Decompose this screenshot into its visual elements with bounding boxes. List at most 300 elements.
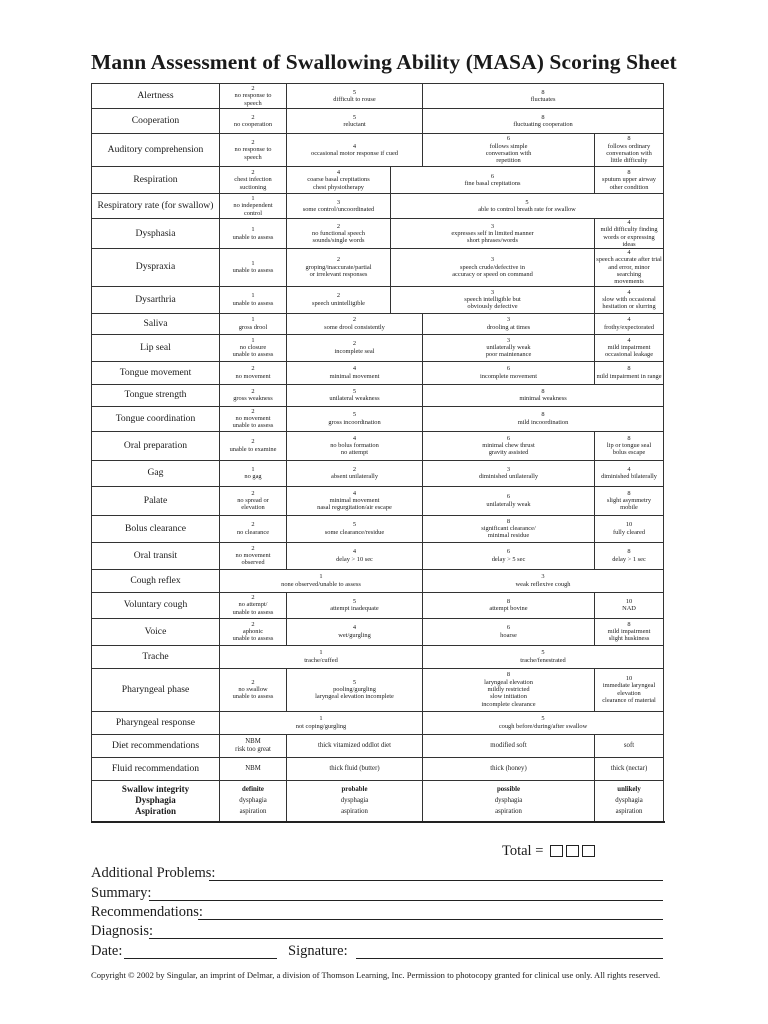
score-option[interactable] <box>391 249 595 286</box>
score-description: hesitation or slurring <box>602 303 656 311</box>
score-description: no movement <box>235 372 271 380</box>
score-option[interactable] <box>287 334 423 361</box>
score-description: conversation with <box>606 150 652 157</box>
row-auditory-comprehension <box>92 134 664 167</box>
score-value: 5 <box>525 198 529 206</box>
score-value: 3 <box>506 316 511 324</box>
row-palate <box>92 486 664 515</box>
score-option[interactable] <box>423 134 595 167</box>
score-description: unilateral weakness <box>329 395 380 403</box>
score-description: mild impairment in range <box>596 372 662 380</box>
score-option[interactable] <box>287 757 423 780</box>
score-value: 2 <box>251 620 255 628</box>
score-value: 6 <box>506 548 511 556</box>
criterion-label: Dysphasia <box>92 219 220 249</box>
score-option[interactable] <box>391 286 595 313</box>
score-description: significant clearance/ <box>481 524 536 532</box>
score-value: 8 <box>627 548 631 556</box>
score-option[interactable] <box>423 460 595 486</box>
score-value: 3 <box>506 465 511 473</box>
score-option[interactable] <box>595 361 664 384</box>
score-value: 3 <box>490 288 495 296</box>
score-value: 1 <box>251 292 255 300</box>
score-value: 1 <box>319 573 323 581</box>
score-description: chest physiotherapy <box>313 183 364 191</box>
score-value: 1 <box>251 316 255 324</box>
score-option[interactable] <box>220 734 287 757</box>
score-value: 2 <box>251 489 255 497</box>
row-voluntary-cough <box>92 592 664 618</box>
score-value: 8 <box>627 169 631 177</box>
score-value: 4 <box>627 336 631 344</box>
score-description: speech intelligible but <box>464 296 521 304</box>
score-option[interactable] <box>595 757 664 780</box>
score-description: NBM <box>245 737 261 745</box>
score-description: no closure <box>239 344 267 352</box>
score-option[interactable] <box>287 361 423 384</box>
score-option[interactable] <box>595 286 664 313</box>
score-description: aphonic <box>242 627 264 635</box>
score-description: minimal residue <box>487 532 530 540</box>
score-option[interactable] <box>220 384 287 406</box>
criterion-label: Dysarthria <box>92 286 220 313</box>
score-option[interactable] <box>423 711 664 734</box>
score-value: 8 <box>627 365 631 373</box>
criterion-label: Fluid recommendation <box>92 757 220 780</box>
score-option[interactable] <box>423 618 595 645</box>
score-description: follows simple <box>489 142 528 150</box>
score-value: 10 <box>625 597 633 605</box>
score-description: mild difficulty finding <box>600 226 658 234</box>
score-description: speech <box>244 99 262 107</box>
score-description: conversation with <box>485 150 532 157</box>
score-description: slight asymmetry <box>606 496 652 504</box>
score-value: 4 <box>627 288 631 296</box>
total-box-2[interactable] <box>566 845 579 857</box>
integrity-option[interactable] <box>287 780 423 822</box>
score-option[interactable] <box>220 515 287 542</box>
score-option[interactable] <box>220 542 287 569</box>
score-value: 5 <box>352 387 357 395</box>
masa-scoring-table <box>91 83 664 823</box>
score-option[interactable] <box>595 431 664 460</box>
score-description: fluctuates <box>530 96 556 103</box>
score-option[interactable] <box>595 618 664 645</box>
score-option[interactable] <box>220 249 287 286</box>
score-option[interactable] <box>287 84 423 109</box>
score-description: NBM <box>245 764 261 772</box>
score-option[interactable] <box>220 361 287 384</box>
score-description: obviously defective <box>467 303 518 311</box>
additional-problems-field <box>91 866 665 884</box>
score-value: 6 <box>506 135 511 143</box>
score-description: other condition <box>609 183 649 191</box>
criterion-label: Saliva <box>92 313 220 334</box>
score-value: 2 <box>251 365 255 373</box>
score-option[interactable] <box>287 618 423 645</box>
score-option[interactable] <box>287 668 423 711</box>
score-option[interactable] <box>287 167 391 194</box>
score-option[interactable] <box>287 734 423 757</box>
score-value: 5 <box>352 678 357 686</box>
row-dysphasia <box>92 219 664 249</box>
date-label: Date: <box>91 943 123 959</box>
criterion-label: Auditory comprehension <box>92 134 220 167</box>
integrity-line: dysphagia <box>615 797 643 805</box>
score-option[interactable] <box>220 711 423 734</box>
score-description: no attempt/ <box>238 601 268 609</box>
score-option[interactable] <box>220 486 287 515</box>
score-value: 3 <box>506 336 511 344</box>
score-description: some control/uncoordinated <box>302 206 375 213</box>
criterion-label: Gag <box>92 460 220 486</box>
score-option[interactable] <box>287 249 391 286</box>
score-description: diminished unilaterally <box>478 473 539 481</box>
row-gag <box>92 460 664 486</box>
criterion-label: Alertness <box>92 84 220 109</box>
score-option[interactable] <box>423 757 595 780</box>
score-option[interactable] <box>220 167 287 194</box>
score-option[interactable] <box>595 734 664 757</box>
row-pharyngeal-response <box>92 711 664 734</box>
score-description: observed <box>241 559 265 567</box>
score-value: 1 <box>251 336 255 344</box>
score-option[interactable] <box>220 334 287 361</box>
score-description: occasional motor response if cued <box>311 150 398 157</box>
additional-problems-line[interactable] <box>209 880 663 881</box>
total-label: Total = <box>502 843 544 859</box>
score-option[interactable] <box>220 668 287 711</box>
score-option[interactable] <box>595 542 664 569</box>
score-option[interactable] <box>423 109 664 134</box>
score-option[interactable] <box>220 431 287 460</box>
criterion-label: Tongue coordination <box>92 406 220 431</box>
score-value: 8 <box>627 489 631 497</box>
score-option[interactable] <box>423 569 664 592</box>
score-option[interactable] <box>595 460 664 486</box>
score-option[interactable] <box>423 431 595 460</box>
score-option[interactable] <box>287 194 391 219</box>
score-value: 4 <box>627 219 631 226</box>
score-option[interactable] <box>595 249 664 286</box>
score-description: no response to <box>234 146 272 154</box>
score-option[interactable] <box>287 486 423 515</box>
total-score <box>502 843 595 862</box>
score-description: lip or tongue seal <box>606 441 652 449</box>
total-box-1[interactable] <box>550 845 563 857</box>
additional-problems-label: Additional Problems: <box>91 865 216 881</box>
integrity-label: Swallow integrity <box>121 784 190 795</box>
score-option[interactable] <box>423 592 595 618</box>
score-option[interactable] <box>423 406 664 431</box>
score-option[interactable] <box>423 84 664 109</box>
score-option[interactable] <box>287 431 423 460</box>
integrity-option[interactable] <box>595 780 664 822</box>
score-option[interactable] <box>287 286 391 313</box>
signature-line[interactable] <box>356 958 663 959</box>
score-option[interactable] <box>595 668 664 711</box>
signature-label: Signature: <box>288 943 348 959</box>
score-description: or irrelevant responses <box>309 271 368 279</box>
row-cough-reflex <box>92 569 664 592</box>
score-value: 4 <box>352 489 357 497</box>
score-description: absent unilaterally <box>330 473 379 481</box>
score-option[interactable] <box>423 734 595 757</box>
score-description: gross incoordination <box>328 418 381 426</box>
score-description: attempt inadequate <box>330 605 379 613</box>
score-option[interactable] <box>423 668 595 711</box>
score-value: 4 <box>627 465 631 473</box>
score-option[interactable] <box>595 334 664 361</box>
criterion-label: Bolus clearance <box>92 515 220 542</box>
score-description: minimal weakness <box>519 395 567 403</box>
score-description: gross drool <box>238 323 268 331</box>
score-value: 4 <box>336 169 341 177</box>
score-description: NAD <box>622 605 636 613</box>
criterion-label: Tongue movement <box>92 361 220 384</box>
criterion-label: Pharyngeal response <box>92 711 220 734</box>
score-option[interactable] <box>287 134 423 167</box>
score-description: groping/inaccurate/partial <box>305 263 372 271</box>
integrity-labels <box>92 780 220 822</box>
score-description: chest infection <box>234 176 272 184</box>
score-option[interactable] <box>287 219 391 249</box>
score-value: 2 <box>352 340 357 348</box>
criterion-label: Lip seal <box>92 334 220 361</box>
score-description: trache/fenestrated <box>520 656 566 664</box>
score-value: 2 <box>251 387 255 395</box>
score-value: 8 <box>627 434 631 442</box>
score-description: no gag <box>244 473 262 481</box>
score-description: delay > 1 sec <box>612 555 646 563</box>
score-value: 2 <box>251 521 255 529</box>
score-option[interactable] <box>287 460 423 486</box>
score-description: thick fluid (butter) <box>329 764 380 772</box>
score-option[interactable] <box>287 406 423 431</box>
row-respiration <box>92 167 664 194</box>
integrity-line: dysphagia <box>239 797 267 805</box>
score-value: 1 <box>319 715 323 723</box>
score-description: fluctuating cooperation <box>513 121 573 128</box>
score-option[interactable] <box>220 84 287 109</box>
score-value: 2 <box>352 465 357 473</box>
date-line[interactable] <box>124 958 277 959</box>
score-option[interactable] <box>595 515 664 542</box>
criterion-label: Oral preparation <box>92 431 220 460</box>
row-tongue-strength <box>92 384 664 406</box>
score-option[interactable] <box>287 313 423 334</box>
total-box-3[interactable] <box>582 845 595 857</box>
score-description: movements <box>614 278 644 286</box>
score-option[interactable] <box>595 486 664 515</box>
score-description: elevation <box>241 504 265 512</box>
score-value: 5 <box>541 649 545 657</box>
score-value: 3 <box>490 222 495 230</box>
score-value: 2 <box>251 139 255 147</box>
integrity-option[interactable] <box>423 780 595 822</box>
score-option[interactable] <box>423 515 595 542</box>
integrity-line: dysphagia <box>340 797 369 805</box>
score-value: 3 <box>336 198 341 206</box>
score-value: 2 <box>352 316 357 324</box>
score-option[interactable] <box>220 219 287 249</box>
score-value: 2 <box>251 169 255 177</box>
row-tongue-coordination <box>92 406 664 431</box>
score-description: laryngeal elevation <box>484 678 533 686</box>
score-option[interactable] <box>287 542 423 569</box>
score-description: unilaterally weak <box>486 344 531 352</box>
integrity-label: Aspiration <box>134 806 176 817</box>
score-value: 6 <box>490 172 495 180</box>
score-option[interactable] <box>220 313 287 334</box>
score-option[interactable] <box>220 286 287 313</box>
score-option[interactable] <box>220 109 287 134</box>
score-description: able to control breath rate for swallow <box>478 206 576 213</box>
score-option[interactable] <box>423 384 664 406</box>
recommendations-label: Recommendations: <box>91 904 203 920</box>
score-description: no functional speech <box>312 229 365 237</box>
score-value: 6 <box>506 624 511 632</box>
integrity-line: aspiration <box>341 808 368 816</box>
score-option[interactable] <box>423 361 595 384</box>
score-description: cough before/during/after swallow <box>498 722 588 730</box>
row-tongue-movement <box>92 361 664 384</box>
score-description: unable to examine <box>229 445 277 453</box>
score-value: 2 <box>251 544 255 552</box>
score-description: expresses self in limited manner <box>451 229 534 237</box>
score-option[interactable] <box>220 569 423 592</box>
score-description: unable to assess <box>232 267 274 275</box>
score-option[interactable] <box>423 542 595 569</box>
score-option[interactable] <box>391 219 595 249</box>
score-option[interactable] <box>423 334 595 361</box>
score-description: mild incoordination <box>517 418 569 426</box>
integrity-line: aspiration <box>239 808 267 816</box>
score-description: no swallow <box>238 685 268 693</box>
score-option[interactable] <box>423 645 664 668</box>
score-description: incomplete clearance <box>481 700 536 708</box>
score-value: 5 <box>352 521 357 529</box>
row-saliva <box>92 313 664 334</box>
score-value: 2 <box>336 222 341 230</box>
criterion-label: Trache <box>92 645 220 668</box>
score-value: 8 <box>506 671 511 679</box>
recommendations-field <box>91 905 665 923</box>
score-value: 5 <box>541 715 545 723</box>
score-value: 8 <box>506 517 511 525</box>
integrity-option[interactable] <box>220 780 287 822</box>
score-description: no movement <box>235 414 271 422</box>
score-description: words or expressing ideas <box>603 233 655 248</box>
score-value: 5 <box>352 113 357 121</box>
score-option[interactable] <box>220 592 287 618</box>
integrity-line: aspiration <box>495 808 522 816</box>
score-description: soft <box>623 741 635 749</box>
score-value: 4 <box>352 548 357 556</box>
score-description: and error, minor searching <box>608 263 650 279</box>
criterion-label: Pharyngeal phase <box>92 668 220 711</box>
row-oral-transit <box>92 542 664 569</box>
score-value: 5 <box>352 88 357 96</box>
score-option[interactable] <box>220 757 287 780</box>
diagnosis-line[interactable] <box>149 938 663 939</box>
score-description: sputum upper airway <box>602 176 656 184</box>
criterion-label: Voice <box>92 618 220 645</box>
criterion-label: Cooperation <box>92 109 220 134</box>
score-option[interactable] <box>595 313 664 334</box>
score-option[interactable] <box>595 592 664 618</box>
score-description: thick vitamized oddlot diet <box>317 741 392 749</box>
score-description: gravity assisted <box>488 449 529 457</box>
score-description: unable to assess <box>232 693 274 701</box>
score-value: 2 <box>251 438 255 446</box>
summary-line[interactable] <box>149 900 663 901</box>
score-description: accuracy or speed on command <box>452 271 533 279</box>
score-value: 4 <box>352 434 357 442</box>
row-bolus-clearance <box>92 515 664 542</box>
score-value: 3 <box>490 256 495 264</box>
score-option[interactable] <box>220 194 287 219</box>
row-cooperation <box>92 109 664 134</box>
score-value: 1 <box>251 195 255 203</box>
score-option[interactable] <box>391 167 595 194</box>
score-option[interactable] <box>287 109 423 134</box>
score-value: 4 <box>627 249 631 257</box>
score-option[interactable] <box>595 134 664 167</box>
score-value: 4 <box>352 142 357 150</box>
score-option[interactable] <box>287 592 423 618</box>
integrity-heading: unlikely <box>617 786 641 794</box>
row-oral-preparation <box>92 431 664 460</box>
score-option[interactable] <box>220 460 287 486</box>
score-option[interactable] <box>220 134 287 167</box>
row-swallow-integrity <box>92 780 664 822</box>
score-description: no clearance <box>236 528 270 536</box>
score-option[interactable] <box>595 219 664 249</box>
row-trache <box>92 645 664 668</box>
score-option[interactable] <box>220 618 287 645</box>
score-option[interactable] <box>287 515 423 542</box>
score-option[interactable] <box>423 313 595 334</box>
score-description: weak reflexive cough <box>515 580 571 588</box>
score-description: no independent <box>233 202 273 210</box>
recommendations-line[interactable] <box>198 919 663 920</box>
row-respiratory-rate-for-swallow <box>92 194 664 219</box>
score-description: hoarse <box>500 631 517 639</box>
score-description: attempt bovine <box>489 605 528 613</box>
score-option[interactable] <box>595 167 664 194</box>
score-value: 8 <box>541 411 545 419</box>
score-description: incomplete movement <box>480 372 537 380</box>
score-option[interactable] <box>220 645 423 668</box>
score-description: difficult to rouse <box>333 96 376 103</box>
score-value: 1 <box>251 260 255 268</box>
score-description: modified soft <box>490 741 527 749</box>
score-description: mildly restricted <box>487 685 530 693</box>
date-signature-field <box>91 944 665 962</box>
score-value: 1 <box>251 226 255 234</box>
score-description: little difficulty <box>610 157 648 165</box>
score-option[interactable] <box>220 406 287 431</box>
score-description: unable to assess <box>232 635 274 643</box>
score-description: reluctant <box>343 121 366 128</box>
score-option[interactable] <box>287 384 423 406</box>
row-pharyngeal-phase <box>92 668 664 711</box>
summary-field <box>91 886 665 904</box>
score-description: no spread or <box>237 496 269 504</box>
score-option[interactable] <box>423 486 595 515</box>
score-option[interactable] <box>391 194 664 219</box>
